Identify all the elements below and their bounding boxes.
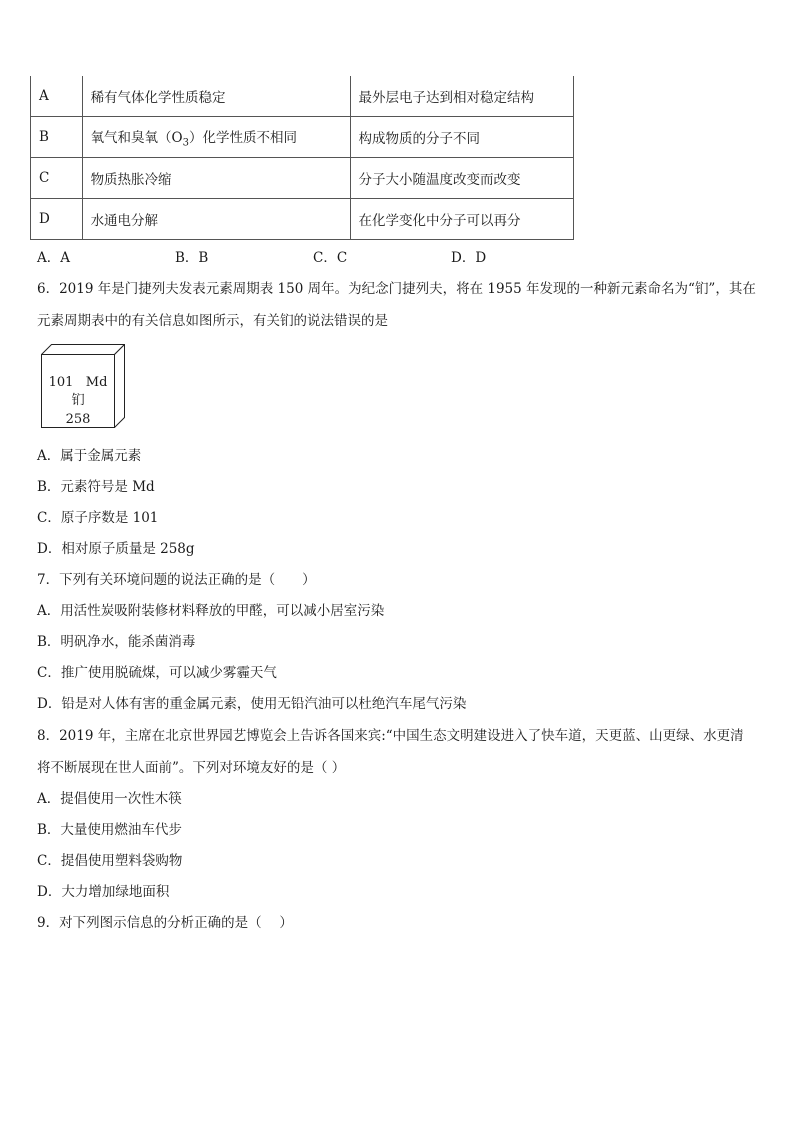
q8-option-c[interactable]: C．提倡使用塑料袋购物 [37, 853, 183, 869]
q8-stem-line1: 8．2019 年，主席在北京世界园艺博览会上告诉各国来宾:“中国生态文明建设进入了快车道，天更蓝、山更绿、水更清 [37, 728, 744, 744]
q6-option-b[interactable]: B．元素符号是 Md [37, 479, 155, 495]
element-number-symbol [41, 374, 115, 392]
q6-option-a[interactable]: A．属于金属元素 [37, 448, 142, 464]
row-explanation: 最外层电子达到相对稳定结构 [350, 76, 573, 117]
q8-stem-line2: 将不断展现在世人面前”。下列对环境友好的是（ ） [37, 760, 346, 776]
choice-b[interactable]: B．B [175, 250, 209, 266]
q8-option-d[interactable]: D．大力增加绿地面积 [37, 884, 170, 900]
table-row [31, 199, 574, 240]
options-table [30, 76, 574, 240]
atomic-mass: 258 [65, 412, 91, 427]
q6-option-c[interactable]: C．原子序数是 101 [37, 510, 159, 526]
row-letter: B [31, 117, 83, 158]
row-explanation: 构成物质的分子不同 [350, 117, 573, 158]
element-name: 钔 [71, 393, 85, 408]
choice-c[interactable]: C．C [313, 250, 348, 266]
row-fact: 物质热胀冷缩 [82, 158, 350, 199]
q8-option-a[interactable]: A．提倡使用一次性木筷 [37, 791, 182, 807]
row-letter: A [31, 76, 83, 117]
ozone-subscript: 3 [182, 137, 190, 149]
row-fact: 稀有气体化学性质稳定 [82, 76, 350, 117]
q7-option-c[interactable]: C．推广使用脱硫煤，可以减少雾霾天气 [37, 665, 277, 681]
row-fact [82, 117, 350, 158]
table-row [31, 158, 574, 199]
q8-option-b[interactable]: B．大量使用燃油车代步 [37, 822, 182, 838]
answer-choices [37, 249, 589, 267]
element-card [41, 344, 125, 428]
element-symbol: Md [85, 375, 108, 390]
choice-a[interactable]: A．A [37, 250, 70, 266]
q7-stem: 7．下列有关环境问题的说法正确的是（ ） [37, 572, 316, 588]
row-fact: 水通电分解 [82, 199, 350, 240]
row-letter: D [31, 199, 83, 240]
row-explanation: 分子大小随温度改变而改变 [350, 158, 573, 199]
q6-stem-line2: 元素周期表中的有关信息如图所示，有关钔的说法错误的是 [37, 313, 388, 329]
table-row [31, 117, 574, 158]
atomic-number: 101 [48, 375, 74, 390]
choice-d[interactable]: D．D [451, 250, 487, 266]
q7-option-a[interactable]: A．用活性炭吸附装修材料释放的甲醛，可以减小居室污染 [37, 603, 385, 619]
fact-pre: 氧气和臭氧（O [90, 129, 183, 146]
row-letter: C [31, 158, 83, 199]
q7-option-b[interactable]: B．明矾净水，能杀菌消毒 [37, 634, 196, 650]
q9-stem: 9．对下列图示信息的分析正确的是（ ） [37, 915, 293, 931]
q6-stem-line1: 6．2019 年是门捷列夫发表元素周期表 150 周年。为纪念门捷列夫，将在 1955 年发现的一种新元素命名为“钔”，其在 [37, 281, 756, 297]
table-row [31, 76, 574, 117]
row-explanation: 在化学变化中分子可以再分 [350, 199, 573, 240]
q6-option-d[interactable]: D．相对原子质量是 258g [37, 541, 195, 557]
fact-post: ）化学性质不相同 [189, 129, 298, 146]
q7-option-d[interactable]: D．铅是对人体有害的重金属元素，使用无铅汽油可以杜绝汽车尾气污染 [37, 696, 467, 712]
